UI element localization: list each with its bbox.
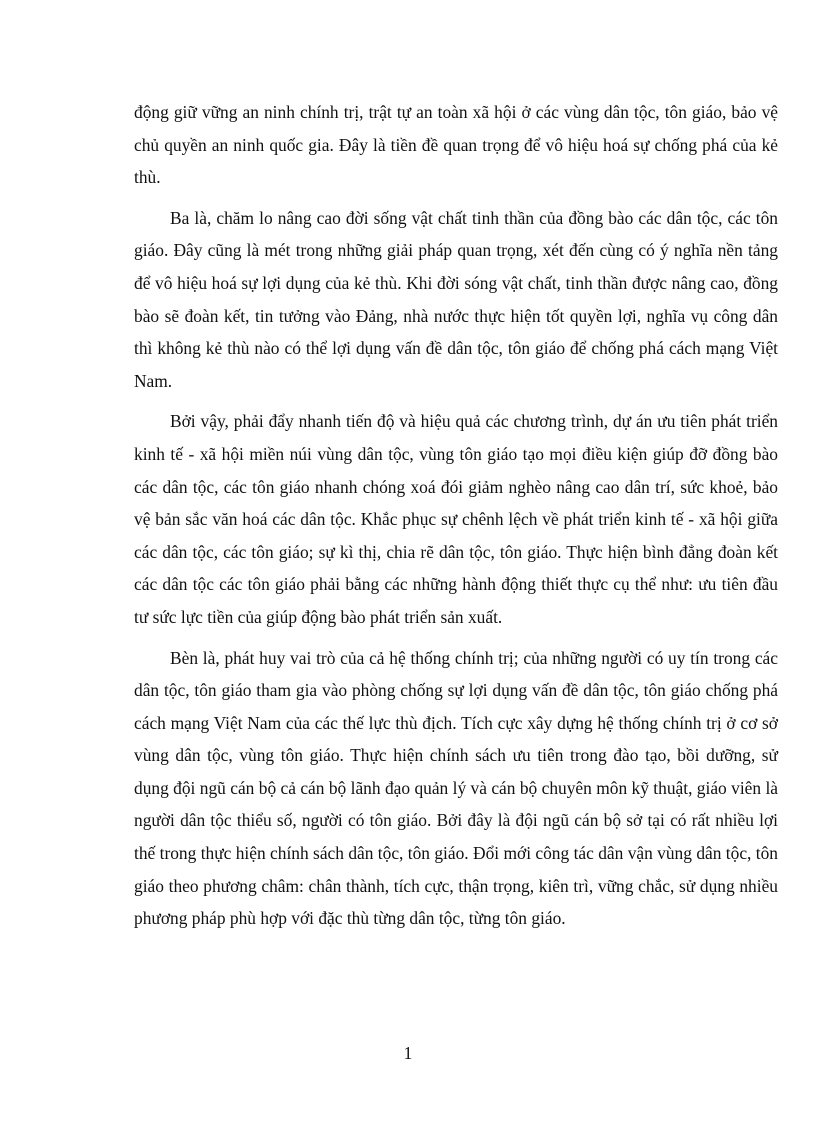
paragraph-boi-vay: Bởi vậy, phải đẩy nhanh tiến độ và hiệu quả các chương trình, dự án ưu tiên phát triển kinh tế - xã hội miền núi vùng dân tộc, vùng tôn giáo tạo mọi điều kiện giúp đỡ đồng bào các dân tộc, các tôn giáo nhanh chóng xoá đói giảm nghèo nâng cao dân trí, sức khoẻ, bảo vệ bản sắc văn hoá các dân tộc. Khắc phục sự chênh lệch về phát triển kinh tế - xã hội giữa các dân tộc, các tôn giáo; sự kì thị, chia rẽ dân tộc, tôn giáo. Thực hiện bình đẳng đoàn kết các dân tộc các tôn giáo phải bằng các những hành động thiết thực cụ thể như: ưu tiên đầu tư sức lực tiền của giúp động bào phát triển sản xuất. [134,411,778,627]
document-body [134,96,778,943]
paragraph-ba-la: Ba là, chăm lo nâng cao đời sống vật chất tinh thần của đồng bào các dân tộc, các tôn giáo. Đây cũng là mét trong những giải pháp quan trọng, xét đến cùng có ý nghĩa nền tảng để vô hiệu hoá sự lợi dụng của kẻ thù. Khi đời sóng vật chất, tinh thần được nâng cao, đồng bào sẽ đoàn kết, tin tưởng vào Đảng, nhà nước thực hiện tốt quyền lợi, nghĩa vụ công dân thì không kẻ thù nào có thể lợi dụng vấn đề dân tộc, tôn giáo để chống phá cách mạng Việt Nam. [134,207,778,391]
page-number: 1 [403,1043,413,1063]
paragraph-continuation: động giữ vững an ninh chính trị, trật tự an toàn xã hội ở các vùng dân tộc, tôn giáo, bảo vệ chủ quyền an ninh quốc gia. Đây là tiền đề quan trọng để vô hiệu hoá sự chống phá của kẻ thù. [134,102,778,188]
paragraph-ben-la: Bèn là, phát huy vai trò của cả hệ thống chính trị; của những người có uy tín trong các dân tộc, tôn giáo tham gia vào phòng chống sự lợi dụng vấn đề dân tộc, tôn giáo chống phá cách mạng Việt Nam của các thế lực thù địch. Tích cực xây dựng hệ thống chính trị ở cơ sở vùng dân tộc, vùng tôn giáo. Thực hiện chính sách ưu tiên trong đào tạo, bồi dưỡng, sử dụng đội ngũ cán bộ cả cán bộ lãnh đạo quản lý và cán bộ chuyên môn kỹ thuật, giáo viên là người dân tộc thiểu số, người có tôn giáo. Bởi đây là đội ngũ cán bộ sở tại có rất nhiều lợi thế trong thực hiện chính sách dân tộc, tôn giáo. Đổi mới công tác dân vận vùng dân tộc, tôn giáo theo phương châm: chân thành, tích cực, thận trọng, kiên trì, vững chắc, sử dụng nhiều phương pháp phù hợp với đặc thù từng dân tộc, từng tôn giáo. [134,647,778,929]
